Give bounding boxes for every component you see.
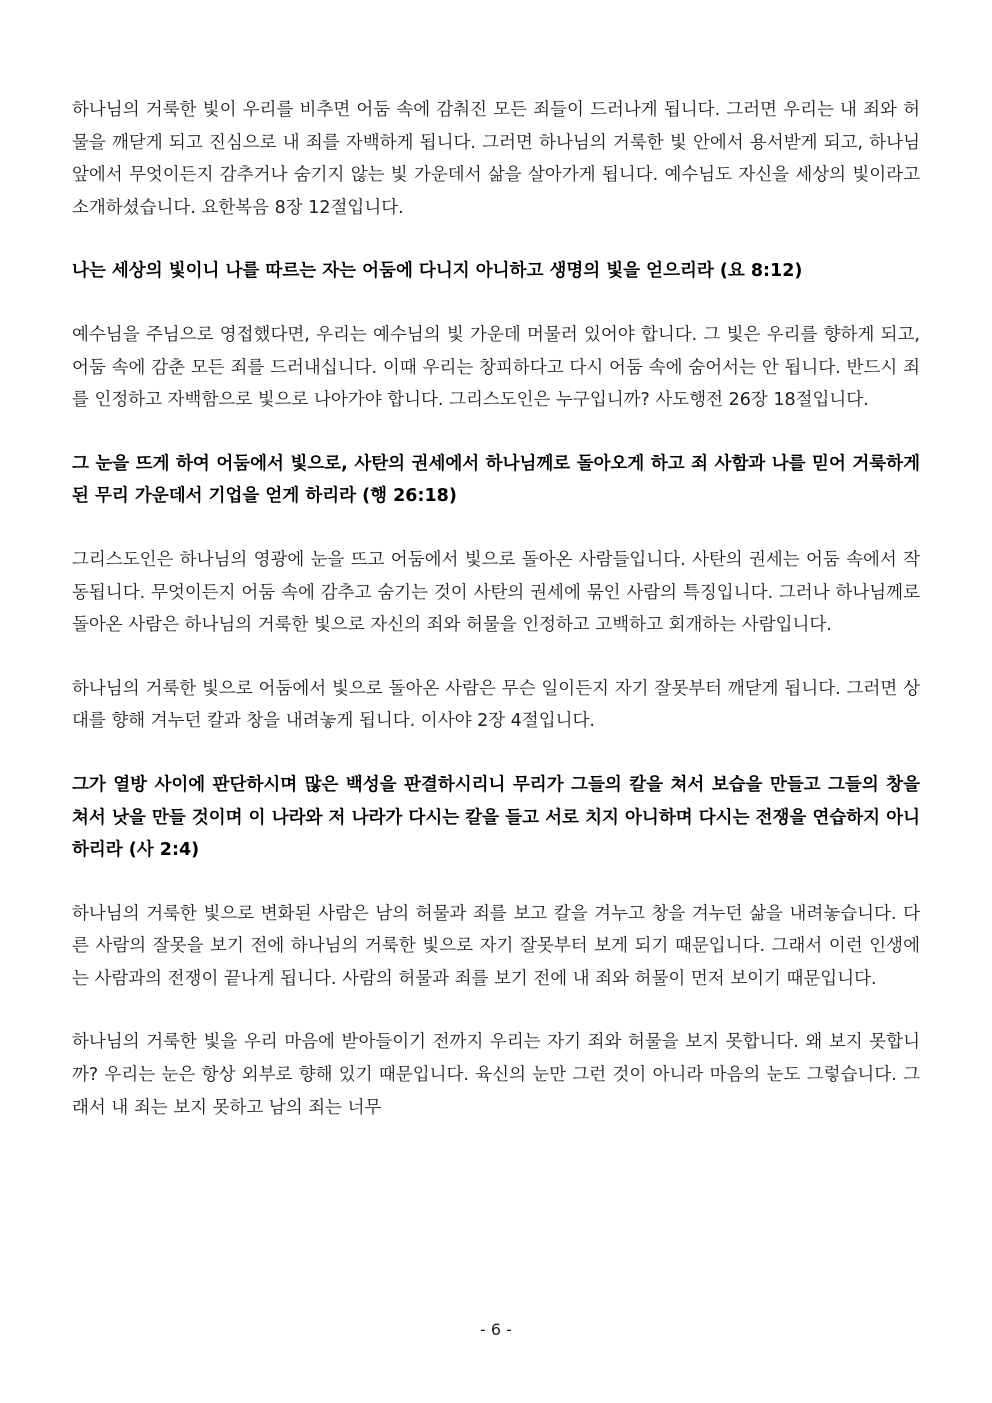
scripture-quote-isaiah-2-4: 그가 열방 사이에 판단하시며 많은 백성을 판결하시리니 무리가 그들의 칼을 쳐서 보습을 만들고 그들의 창을 쳐서 낫을 만들 것이며 이 나라와 저 나라가 다시는 칼을 들고 서로 치지 아니하며 다시는 전쟁을 연습하지 아니하리라 (사 2:4) bbox=[72, 774, 920, 861]
body-paragraph-3: 그리스도인은 하나님의 영광에 눈을 뜨고 어둠에서 빛으로 돌아온 사람들입니다. 사탄의 권세는 어둠 속에서 작동됩니다. 무엇이든지 어둠 속에 감추고 숨기는 것이 사탄의 권세에 묶인 사람의 특징입니다. 그러나 하나님께로 돌아온 사람은 하나님의 거룩한 빛으로 자신의 죄와 허물을 인정하고 고백하고 회개하는 사람입니다. bbox=[72, 549, 920, 636]
body-paragraph-6: 하나님의 거룩한 빛을 우리 마음에 받아들이기 전까지 우리는 자기 죄와 허물을 보지 못합니다. 왜 보지 못합니까? 우리는 눈은 항상 외부로 향해 있기 때문입니다. 육신의 눈만 그런 것이 아니라 마음의 눈도 그렇습니다. 그래서 내 죄는 보지 못하고 남의 죄는 너무 bbox=[72, 1032, 920, 1118]
body-paragraph-5: 하나님의 거룩한 빛으로 변화된 사람은 남의 허물과 죄를 보고 칼을 겨누고 창을 겨누던 삶을 내려놓습니다. 다른 사람의 잘못을 보기 전에 하나님의 거룩한 빛으로 자기 잘못부터 보게 되기 때문입니다. 그래서 이런 인생에는 사람과의 전쟁이 끝나게 됩니다. 사람의 허물과 죄를 보기 전에 내 죄와 허물이 먼저 보이기 때문입니다. bbox=[72, 903, 920, 989]
document-page bbox=[72, 94, 920, 1155]
body-paragraph-4: 하나님의 거룩한 빛으로 어둠에서 빛으로 돌아온 사람은 무슨 일이든지 자기 잘못부터 깨닫게 됩니다. 그러면 상대를 향해 겨누던 칼과 창을 내려놓게 됩니다. 이사야 2장 4절입니다. bbox=[72, 678, 920, 732]
scripture-quote-acts-26-18: 그 눈을 뜨게 하여 어둠에서 빛으로, 사탄의 권세에서 하나님께로 돌아오게 하고 죄 사함과 나를 믿어 거룩하게 된 무리 가운데서 기업을 얻게 하리라 (행 26:18) bbox=[72, 453, 920, 507]
body-paragraph-2: 예수님을 주님으로 영접했다면, 우리는 예수님의 빛 가운데 머물러 있어야 합니다. 그 빛은 우리를 향하게 되고, 어둠 속에 감춘 모든 죄를 드러내십니다. 이때 우리는 창피하다고 다시 어둠 속에 숨어서는 안 됩니다. 반드시 죄를 인정하고 자백함으로 빛으로 나아가야 합니다. 그리스도인은 누구입니까? 사도행전 26장 18절입니다. bbox=[72, 324, 920, 411]
body-paragraph-1: 하나님의 거룩한 빛이 우리를 비추면 어둠 속에 감춰진 모든 죄들이 드러나게 됩니다. 그러면 우리는 내 죄와 허물을 깨닫게 되고 진심으로 내 죄를 자백하게 됩니다. 그러면 하나님의 거룩한 빛 안에서 용서받게 되고, 하나님 앞에서 무엇이든지 감추거나 숨기지 않는 빛 가운데서 삶을 살아가게 됩니다. 예수님도 자신을 세상의 빛이라고 소개하셨습니다. 요한복음 8장 12절입니다. bbox=[72, 100, 920, 218]
page-number: - 6 - bbox=[480, 1320, 512, 1339]
scripture-quote-john-8-12: 나는 세상의 빛이니 나를 따르는 자는 어둠에 다니지 아니하고 생명의 빛을 얻으리라 (요 8:12) bbox=[72, 261, 803, 282]
